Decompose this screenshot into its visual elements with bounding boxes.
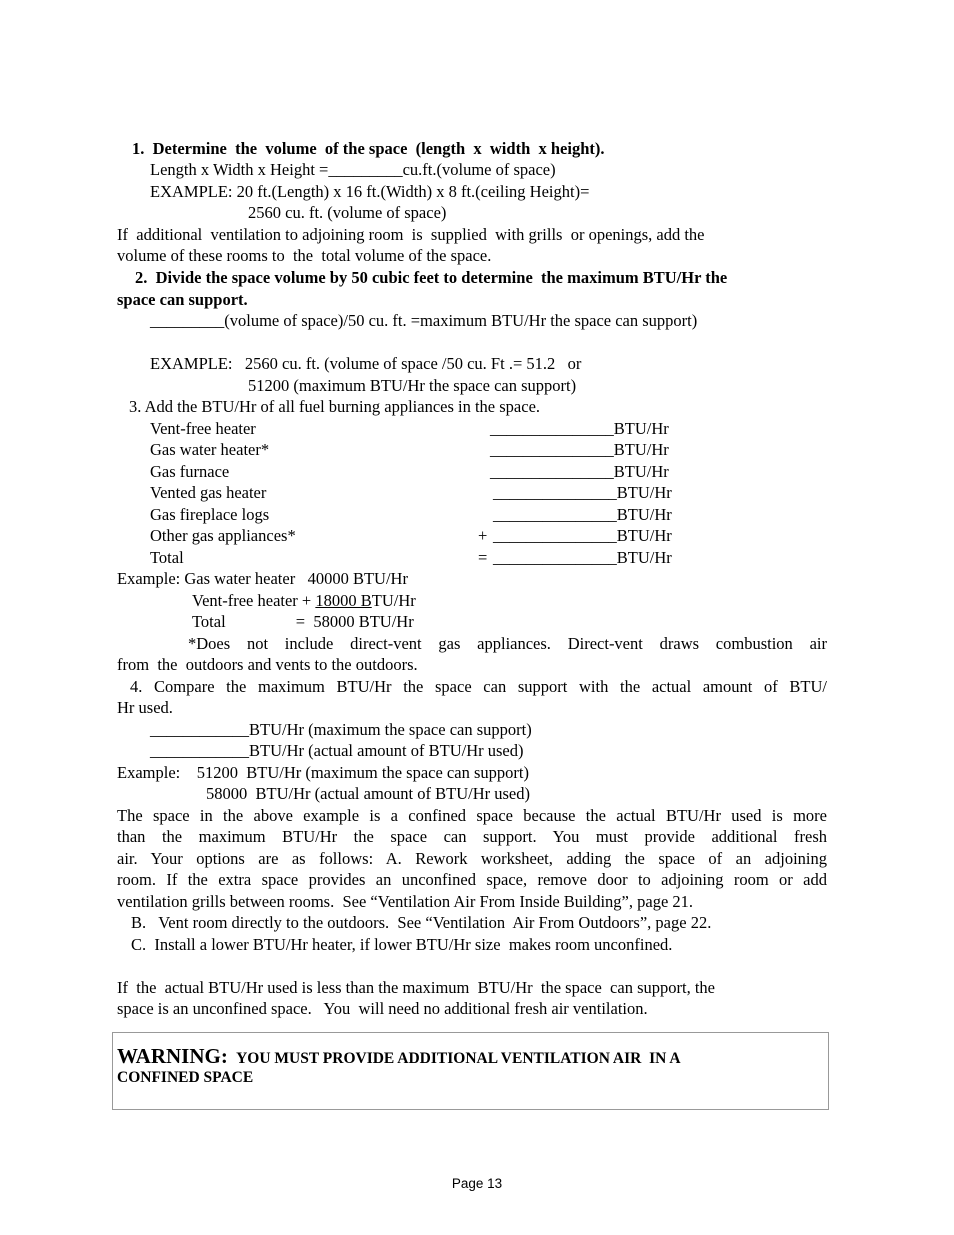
appliance-blank: _______________BTU/Hr [493,505,672,524]
appliance-label: Vented gas heater [150,483,267,502]
confined-line4: room. If the extra space provides an unconfined space, remove door to adjoining room or add [117,870,827,889]
additional-ventilation-line2: volume of these rooms to the total volume of the space. [117,246,492,265]
appliance-sign: = [478,548,488,567]
step3-example-line1: Example: Gas water heater 40000 BTU/Hr [117,569,408,588]
confined-line5: ventilation grills between rooms. See “Ventilation Air From Inside Building”, page 21. [117,892,694,911]
step4-blank1: ____________BTU/Hr (maximum the space can support) [150,720,532,739]
step1-formula: Length x Width x Height =_________cu.ft.(volume of space) [150,160,556,179]
appliance-blank: _______________BTU/Hr [490,462,669,481]
confined-line2: than the maximum BTU/Hr the space can support. You must provide additional fresh [117,827,827,846]
appliance-label: Gas furnace [150,462,230,481]
option-c: C. Install a lower BTU/Hr heater, if lower BTU/Hr size makes room unconfined. [131,935,673,954]
appliance-blank: _______________BTU/Hr [493,483,672,502]
appliance-label: Total [150,548,184,567]
appliance-blank: _______________BTU/Hr [490,440,669,459]
confined-line1: The space in the above example is a confined space because the actual BTU/Hr used is more [117,806,827,825]
warning-box [112,1032,829,1110]
appliance-label: Gas fireplace logs [150,505,270,524]
warning-text-line1: YOU MUST PROVIDE ADDITIONAL VENTILATION AIR IN A [236,1050,681,1067]
step2-formula: _________(volume of space)/50 cu. ft. =maximum BTU/Hr the space can support) [150,311,698,330]
appliance-label: Gas water heater* [150,440,270,459]
option-b: B. Vent room directly to the outdoors. See “Ventilation Air From Outdoors”, page 22. [131,913,712,932]
step2-example-line2: 51200 (maximum BTU/Hr the space can support) [248,376,577,395]
example-line2-post: TU/Hr [371,591,416,610]
appliance-blank: _______________BTU/Hr [493,526,672,545]
unconfined-line2: space is an unconfined space. You will need no additional fresh air ventilation. [117,999,648,1018]
step1-example-line2: 2560 cu. ft. (volume of space) [248,203,447,222]
step3-heading: 3. Add the BTU/Hr of all fuel burning appliances in the space. [129,397,541,416]
unconfined-line1: If the actual BTU/Hr used is less than the maximum BTU/Hr the space can support, the [117,978,715,997]
warning-text-line2: CONFINED SPACE [117,1069,254,1086]
example-line2-pre: Vent-free heater + [192,591,316,610]
step1-heading: 1. Determine the volume of the space (length x width x height). [132,139,605,158]
confined-line3: air. Your options are as follows: A. Rework worksheet, adding the space of an adjoining [117,849,827,868]
step4-heading-line2: Hr used. [117,698,173,717]
step4-heading-line1: 4. Compare the maximum BTU/Hr the space can support with the actual amount of BTU/ [130,677,827,696]
warning-first-line [117,1045,681,1070]
example-line2-underlined: 18000 B [315,591,372,610]
appliance-label: Vent-free heater [150,419,256,438]
step3-footnote-line1: *Does not include direct-vent gas appliances. Direct-vent draws combustion air [188,634,827,653]
appliance-blank: _______________BTU/Hr [493,548,672,567]
step3-example-line2 [192,591,416,611]
step4-example-line2: 58000 BTU/Hr (actual amount of BTU/Hr used) [206,784,530,803]
page-number: Page 13 [451,1176,503,1191]
step3-footnote-line2: from the outdoors and vents to the outdoors. [117,655,418,674]
step3-example-line3: Total = 58000 BTU/Hr [192,612,414,631]
step4-example-line1: Example: 51200 BTU/Hr (maximum the space can support) [117,763,529,782]
appliance-label: Other gas appliances* [150,526,296,545]
step2-heading-line1: 2. Divide the space volume by 50 cubic feet to determine the maximum BTU/Hr the [135,268,728,287]
appliance-sign: + [478,526,488,545]
additional-ventilation-line1: If additional ventilation to adjoining room is supplied with grills or openings, add the [117,225,705,244]
appliance-blank: _______________BTU/Hr [490,419,669,438]
step2-heading-line2: space can support. [117,290,248,309]
warning-title: WARNING: [117,1044,228,1068]
step4-blank2: ____________BTU/Hr (actual amount of BTU/Hr used) [150,741,524,760]
step2-example-line1: EXAMPLE: 2560 cu. ft. (volume of space /50 cu. Ft .= 51.2 or [150,354,582,373]
step1-example-line1: EXAMPLE: 20 ft.(Length) x 16 ft.(Width) x 8 ft.(ceiling Height)= [150,182,590,201]
